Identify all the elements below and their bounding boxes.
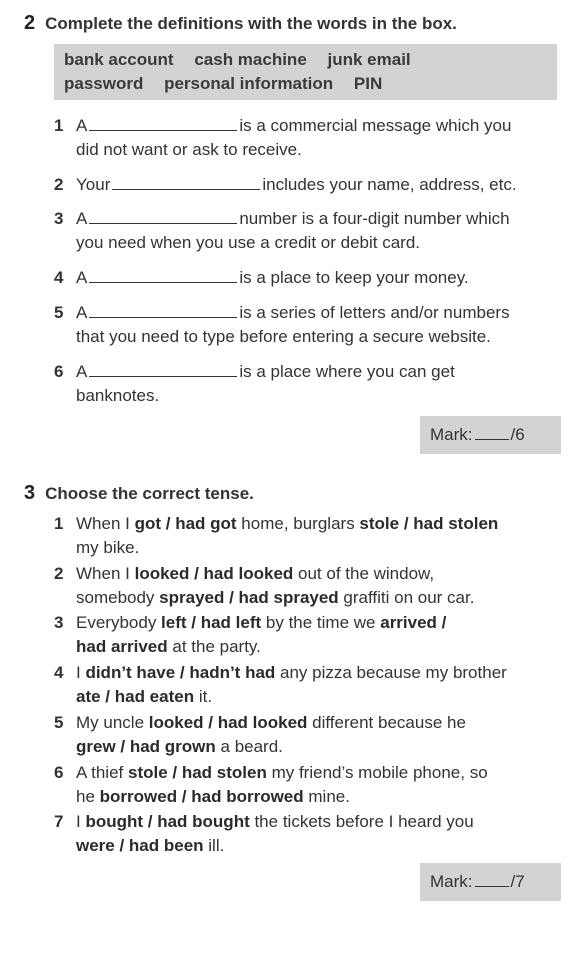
definition-item-5 bbox=[54, 301, 564, 349]
tense-choice[interactable]: left / had left bbox=[161, 613, 262, 633]
mark-total: /7 bbox=[510, 872, 525, 891]
answer-blank[interactable] bbox=[112, 175, 260, 190]
answer-blank[interactable] bbox=[89, 303, 237, 318]
sentence-text: When I bbox=[76, 563, 135, 583]
tense-item-1 bbox=[54, 512, 564, 560]
item-text: is a place where you can get bbox=[239, 362, 455, 381]
answer-blank[interactable] bbox=[89, 116, 237, 131]
tense-choice[interactable]: were / had been bbox=[76, 836, 204, 856]
item-line bbox=[54, 810, 564, 834]
item-line bbox=[54, 711, 564, 735]
sentence-text: I bbox=[76, 812, 86, 832]
item-prefix: A bbox=[76, 303, 88, 322]
item-number: 4 bbox=[54, 663, 64, 683]
mark-box-exercise-2 bbox=[420, 416, 561, 454]
exercise-3-title bbox=[24, 482, 254, 505]
tense-item-3 bbox=[54, 611, 564, 659]
sentence-text: graffiti on our car. bbox=[338, 587, 475, 607]
sentence-text: I bbox=[76, 663, 86, 683]
word-box-item: PIN bbox=[353, 74, 383, 93]
answer-blank[interactable] bbox=[89, 268, 237, 283]
exercise-instruction: Choose the correct tense. bbox=[45, 484, 254, 503]
item-continuation bbox=[54, 785, 564, 809]
item-number: 5 bbox=[54, 303, 64, 322]
item-number: 2 bbox=[54, 175, 64, 194]
definition-item-6 bbox=[54, 360, 564, 408]
tense-choice[interactable]: bought / had bought bbox=[85, 812, 250, 832]
word-box-item: bank account bbox=[64, 50, 174, 69]
sentence-text: a beard. bbox=[215, 736, 283, 756]
sentence-text: ill. bbox=[203, 836, 225, 856]
sentence-text: he bbox=[76, 786, 100, 806]
item-number: 7 bbox=[54, 812, 64, 832]
tense-choice[interactable]: stole / had stolen bbox=[127, 762, 267, 782]
item-line bbox=[54, 562, 564, 586]
word-box-item: personal information bbox=[164, 74, 334, 93]
item-number: 5 bbox=[54, 712, 64, 732]
item-continuation bbox=[54, 685, 564, 709]
item-continuation: you need when you use a credit or debit card. bbox=[76, 233, 420, 252]
item-prefix: Your bbox=[76, 175, 111, 194]
item-prefix: A bbox=[76, 209, 88, 228]
tense-choice[interactable]: didn’t have / hadn’t had bbox=[85, 663, 276, 683]
mark-label: Mark: bbox=[430, 872, 473, 891]
tense-choice[interactable]: stole / had stolen bbox=[359, 514, 499, 533]
definition-item-2 bbox=[54, 173, 564, 197]
item-continuation: banknotes. bbox=[76, 386, 160, 405]
item-line bbox=[54, 761, 564, 785]
tense-item-6 bbox=[54, 761, 564, 809]
sentence-text: the tickets before I heard you bbox=[249, 812, 474, 832]
sentence-text: Everybody bbox=[76, 613, 162, 633]
tense-choice[interactable]: borrowed / had borrowed bbox=[99, 786, 304, 806]
item-continuation bbox=[54, 536, 564, 560]
sentence-text: out of the window, bbox=[293, 563, 435, 583]
word-box bbox=[54, 44, 557, 100]
item-number: 2 bbox=[54, 563, 64, 583]
mark-blank[interactable] bbox=[475, 425, 509, 440]
definition-item-4 bbox=[54, 266, 564, 290]
item-continuation bbox=[54, 834, 564, 858]
sentence-text: When I bbox=[76, 514, 135, 533]
answer-blank[interactable] bbox=[89, 362, 237, 377]
tense-choice[interactable]: looked / had looked bbox=[134, 563, 294, 583]
sentence-text: A thief bbox=[76, 762, 128, 782]
item-continuation: that you need to type before entering a secure website. bbox=[76, 327, 491, 346]
item-text: is a series of letters and/or numbers bbox=[239, 303, 510, 322]
exercise-instruction: Complete the definitions with the words in the box. bbox=[45, 14, 457, 33]
mark-total: /6 bbox=[510, 425, 525, 444]
item-continuation bbox=[54, 635, 564, 659]
item-continuation: did not want or ask to receive. bbox=[76, 140, 302, 159]
item-number: 1 bbox=[54, 116, 64, 135]
exercise-number: 2 bbox=[24, 12, 36, 34]
tense-item-4 bbox=[54, 661, 564, 709]
tense-item-7 bbox=[54, 810, 564, 858]
word-box-item: password bbox=[64, 74, 144, 93]
sentence-text: home, burglars bbox=[236, 514, 360, 533]
item-continuation bbox=[54, 735, 564, 759]
answer-blank[interactable] bbox=[89, 209, 237, 224]
tense-choice[interactable]: looked / had looked bbox=[148, 712, 308, 732]
sentence-text: my bike. bbox=[76, 538, 140, 557]
item-prefix: A bbox=[76, 268, 88, 287]
tense-choice[interactable]: ate / had eaten bbox=[76, 687, 195, 707]
sentence-text: mine. bbox=[303, 786, 350, 806]
mark-blank[interactable] bbox=[475, 872, 509, 887]
item-number: 3 bbox=[54, 613, 64, 633]
sentence-text: at the party. bbox=[167, 637, 261, 657]
item-text: is a place to keep your money. bbox=[239, 268, 469, 287]
tense-choice[interactable]: sprayed / had sprayed bbox=[159, 587, 339, 607]
item-number: 3 bbox=[54, 209, 64, 228]
item-prefix: A bbox=[76, 116, 88, 135]
word-box-item: cash machine bbox=[194, 50, 307, 69]
sentence-text: by the time we bbox=[261, 613, 381, 633]
tense-item-5 bbox=[54, 711, 564, 759]
item-text: includes your name, address, etc. bbox=[262, 175, 517, 194]
item-number: 1 bbox=[54, 514, 64, 533]
item-text: is a commercial message which you bbox=[239, 116, 512, 135]
sentence-text: different because he bbox=[307, 712, 466, 732]
sentence-text: any pizza because my brother bbox=[275, 663, 507, 683]
sentence-text: somebody bbox=[76, 587, 160, 607]
item-continuation bbox=[54, 586, 564, 610]
definition-item-3 bbox=[54, 207, 564, 255]
item-number: 6 bbox=[54, 362, 64, 381]
tense-choice[interactable]: had arrived bbox=[76, 637, 168, 657]
tense-choice[interactable]: got / had got bbox=[134, 514, 237, 533]
sentence-text: My uncle bbox=[76, 712, 149, 732]
sentence-text: it. bbox=[194, 687, 213, 707]
word-box-item: junk email bbox=[327, 50, 411, 69]
item-text: number is a four-digit number which bbox=[239, 209, 510, 228]
tense-choice[interactable]: arrived / bbox=[380, 613, 447, 633]
sentence-text: my friend’s mobile phone, so bbox=[266, 762, 488, 782]
exercise-number: 3 bbox=[24, 482, 36, 504]
item-number: 4 bbox=[54, 268, 64, 287]
item-line bbox=[54, 611, 564, 635]
item-number: 6 bbox=[54, 762, 64, 782]
definition-item-1 bbox=[54, 114, 564, 162]
tense-item-2 bbox=[54, 562, 564, 610]
mark-label: Mark: bbox=[430, 425, 473, 444]
mark-box-exercise-3 bbox=[420, 863, 561, 901]
item-line bbox=[54, 661, 564, 685]
exercise-2-title bbox=[24, 12, 457, 35]
tense-choice[interactable]: grew / had grown bbox=[76, 736, 216, 756]
item-line bbox=[54, 512, 564, 536]
item-prefix: A bbox=[76, 362, 88, 381]
